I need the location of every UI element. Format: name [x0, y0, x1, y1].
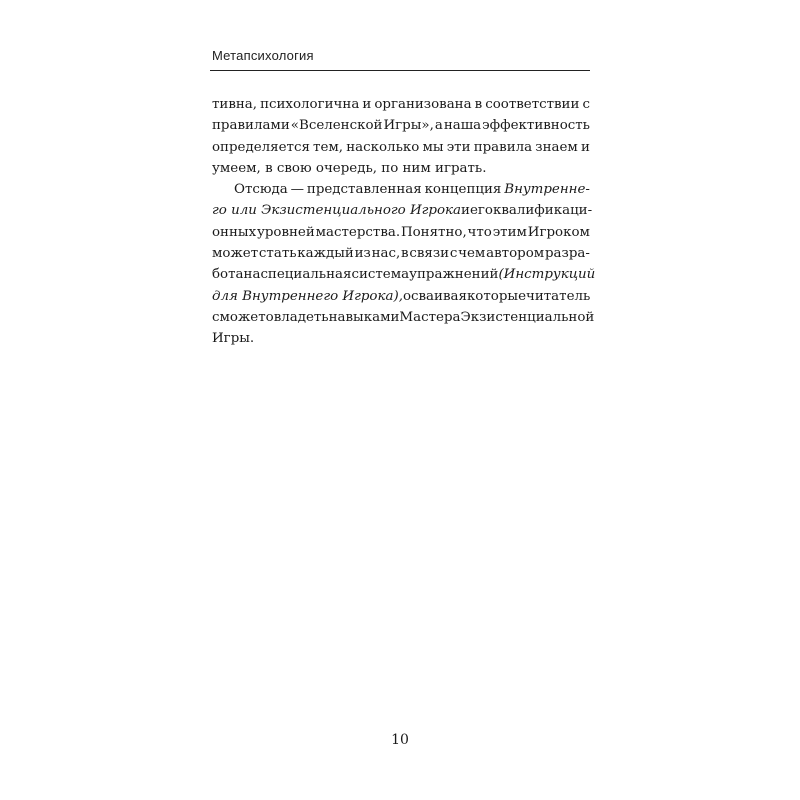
p2-line-5 — [212, 264, 596, 285]
word: знаем — [535, 139, 578, 155]
word: и — [362, 97, 372, 112]
word: уровней — [256, 224, 315, 240]
word: и — [461, 203, 470, 219]
word: эффективность — [482, 118, 590, 134]
p1-line-3 — [212, 137, 590, 158]
word: эти — [446, 139, 471, 155]
word: онных — [212, 224, 257, 240]
word: представленная — [306, 182, 422, 198]
p2-line-2 — [212, 200, 593, 221]
running-title: Метапсихология — [212, 48, 314, 63]
word: психологична — [260, 97, 360, 112]
word: правила — [473, 139, 533, 155]
word: этим — [492, 224, 527, 240]
p2-line-7 — [212, 307, 595, 328]
word: определяется — [212, 139, 310, 155]
word: может — [212, 246, 259, 262]
header-rule — [210, 70, 590, 71]
word: автором — [486, 246, 545, 262]
word: правилами — [212, 118, 290, 134]
word: с — [582, 97, 590, 112]
text-run: умеем, в свою очередь, по ним играть. — [212, 160, 487, 176]
word: тем, — [313, 139, 344, 155]
word: в — [401, 246, 409, 262]
word: организована — [374, 97, 472, 112]
p1-line-4 — [212, 158, 590, 179]
italic-run: для Внутреннего Игрока), — [212, 288, 403, 304]
word: его — [469, 203, 493, 219]
word: Понятно, — [400, 224, 467, 240]
italic-run: (Инструкций — [498, 267, 596, 283]
word: стать — [258, 246, 297, 262]
p2-line-4 — [212, 243, 590, 264]
word: осваивая — [402, 288, 467, 304]
word: система — [351, 267, 410, 283]
word: квалификаци- — [492, 203, 593, 219]
word: в — [474, 97, 483, 112]
p1-line-1 — [212, 94, 590, 115]
word: а — [434, 118, 443, 134]
p1-line-2 — [212, 115, 590, 136]
p2-line-8 — [212, 328, 590, 349]
word: Мастера — [399, 309, 461, 325]
word: навыками — [328, 309, 400, 325]
word: насколько — [346, 139, 420, 155]
p2-line-6 — [212, 286, 590, 307]
word: концепция — [424, 182, 502, 198]
word: мастерства. — [315, 224, 401, 240]
word: специальная — [260, 267, 352, 283]
word: с — [449, 246, 458, 262]
italic-run: Внутренне- — [504, 182, 590, 198]
word: мы — [422, 139, 444, 155]
word: из — [354, 246, 371, 262]
page-number: 10 — [391, 732, 409, 748]
p2-line-1 — [212, 179, 590, 200]
word: каждый — [297, 246, 354, 262]
word: разра- — [544, 246, 590, 262]
word: связи — [409, 246, 450, 262]
word: сможет — [212, 309, 266, 325]
word: чем — [458, 246, 486, 262]
italic-run: го или Экзистенциального Игрока — [212, 203, 462, 219]
word: читатель — [526, 288, 591, 304]
word: упражнений — [409, 267, 499, 283]
word: ботана — [212, 267, 261, 283]
word: Игроком — [527, 224, 590, 240]
p2-line-3 — [212, 222, 590, 243]
body-text — [212, 94, 596, 350]
word: Экзистенциальной — [460, 309, 595, 325]
word: овладеть — [265, 309, 329, 325]
word: которые — [466, 288, 526, 304]
word: что — [467, 224, 492, 240]
word: — — [290, 182, 305, 198]
text-run: Игры. — [212, 331, 255, 347]
word: и — [581, 139, 590, 155]
word: нас, — [371, 246, 401, 262]
word: Отсюда — [234, 182, 288, 198]
word: тивна, — [212, 97, 258, 112]
word: «Вселенской — [290, 118, 383, 134]
word: соответствии — [485, 97, 580, 112]
word: Игры», — [383, 118, 434, 134]
word: наша — [443, 118, 482, 134]
